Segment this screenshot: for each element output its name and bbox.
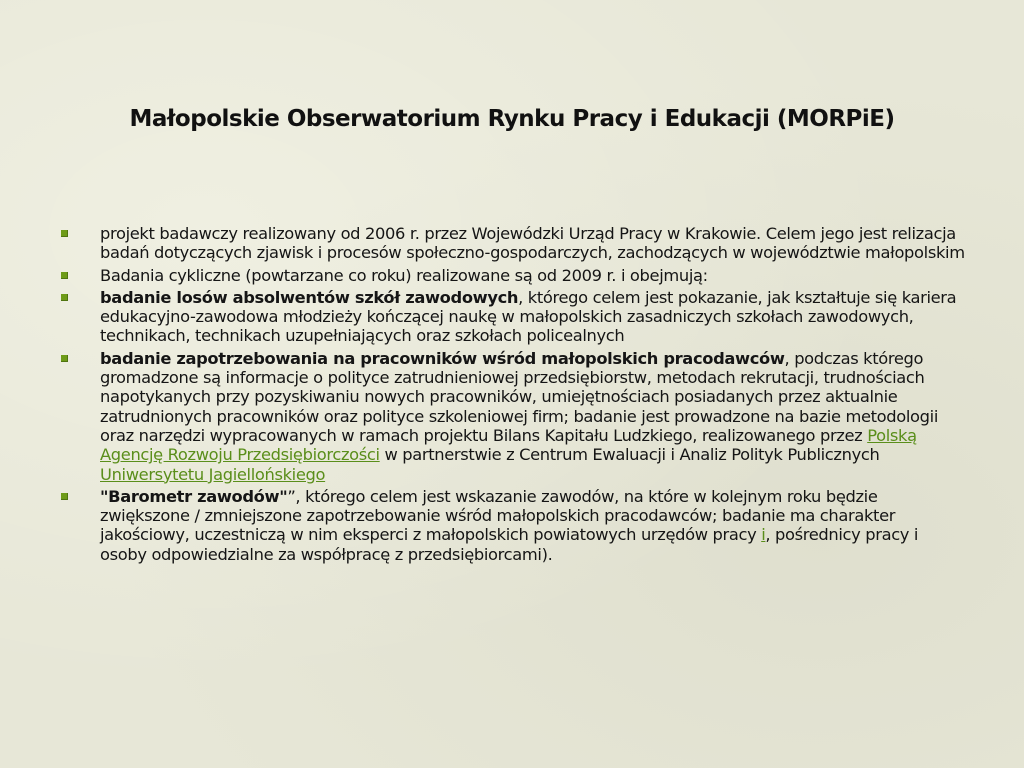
- bullet-text-continued: , pośrednicy pracy i osoby odpowiedzialne za współpracę z przedsiębiorcami).: [100, 525, 919, 564]
- square-bullet-icon: [61, 493, 68, 500]
- bullet-text: projekt badawczy realizowany od 2006 r. przez Wojewódzki Urząd Pracy w Krakowie. Celem jego jest relizacja badań dotyczących zjawisk i procesów społeczno-gospodarczych, zachodzących w województwie małopolskim: [100, 224, 965, 263]
- bullet-bold-heading: badanie losów absolwentów szkół zawodowych: [100, 287, 519, 307]
- square-bullet-icon: [61, 355, 68, 362]
- bullet-text-continued: w partnerstwie z Centrum Ewaluacji i Analiz Polityk Publicznych: [379, 445, 880, 465]
- bullet-item-project: [60, 224, 965, 263]
- bullet-text: , którego celem jest pokazanie, jak kształtuje się kariera edukacyjno-zawodowa młodzieży kończącej naukę w małopolskich zasadniczych szkołach zawodowych, technikach, technikach uzupełniających oraz szkołach policealnych: [100, 287, 957, 346]
- bullet-bold-heading: badanie zapotrzebowania na pracowników wśród małopolskich pracodawców: [100, 348, 785, 368]
- jagiellonian-university-link[interactable]: Uniwersytetu Jagiellońskiego: [100, 464, 326, 484]
- parp-link[interactable]: Polską Agencję Rozwoju Przedsiębiorczości: [100, 425, 917, 465]
- slide-title: Małopolskie Obserwatorium Rynku Pracy i Edukacji (MORPiE): [129, 106, 895, 132]
- bullet-text: , podczas którego gromadzone są informacje o polityce zatrudnieniowej przedsiębiorstw, metodach rekrutacji, trudnościach napotykanych przy pozyskiwaniu nowych pracowników, umiejętnościach posiadanych przez aktualnie zatrudnionych pracowników oraz polityce szkoleniowej firm; badanie jest prowadzone na bazie metodologii oraz narzędzi wypracowanych w ramach projektu Bilans Kapitału Ludzkiego, realizowanego przez: [100, 348, 938, 445]
- bullet-bold-heading: "Barometr zawodów": [100, 486, 288, 506]
- bullet-item-graduates-study: [60, 288, 965, 346]
- bullet-text: ”, którego celem jest wskazanie zawodów, na które w kolejnym roku będzie zwiększone / zmniejszone zapotrzebowanie wśród małopolskich pracodawców; badanie ma charakter jakościowy, uczestniczą w nim eksperci z małopolskich powiatowych urzędów pracy: [100, 486, 896, 545]
- square-bullet-icon: [61, 230, 68, 237]
- bullet-text: Badania cykliczne (powtarzane co roku) realizowane są od 2009 r. i obejmują:: [100, 265, 708, 285]
- inline-link-i[interactable]: i: [761, 525, 766, 545]
- square-bullet-icon: [61, 272, 68, 279]
- bullet-item-cyclic-research: [60, 266, 965, 285]
- bullet-list: [60, 224, 965, 567]
- square-bullet-icon: [61, 294, 68, 301]
- bullet-item-occupation-barometer: [60, 487, 965, 564]
- bullet-item-employer-demand-study: [60, 349, 965, 484]
